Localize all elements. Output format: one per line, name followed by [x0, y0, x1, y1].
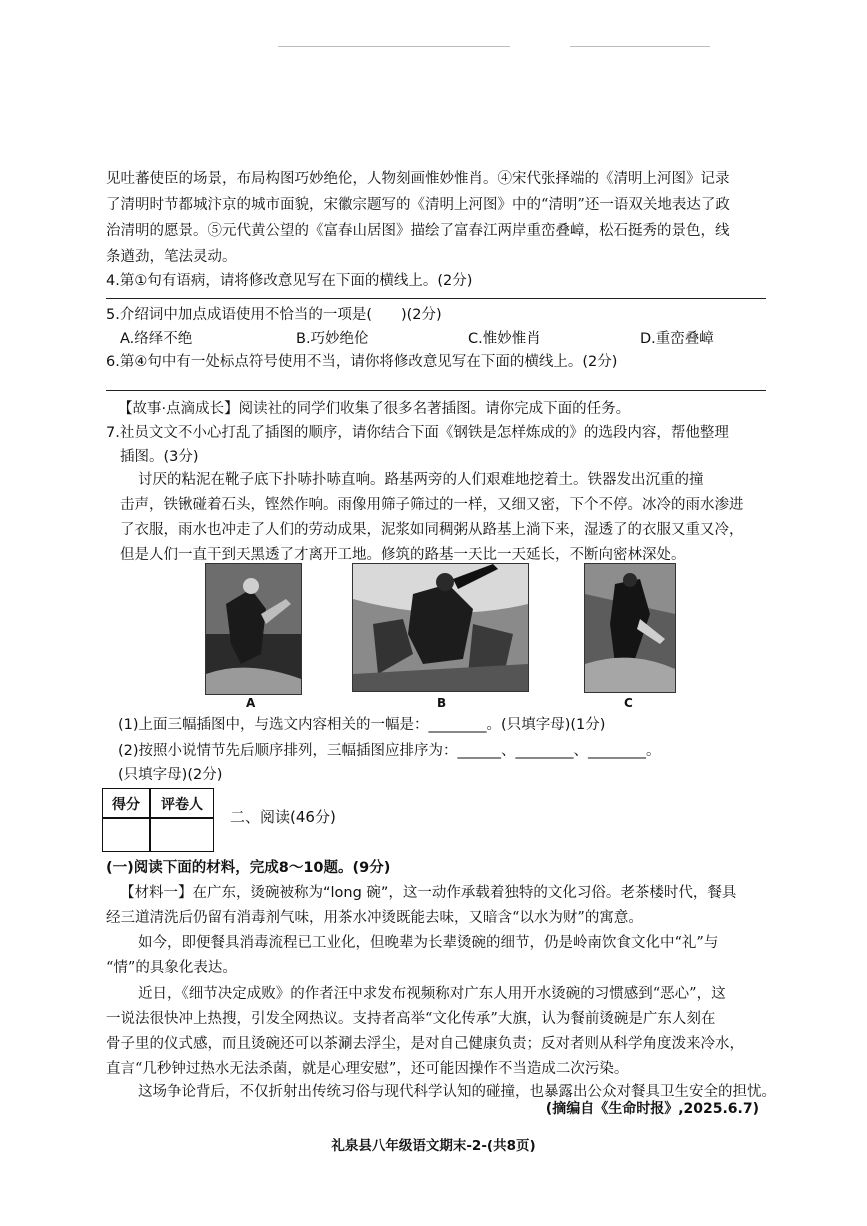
material-line: “情”的具象化表达。 — [106, 960, 237, 976]
material-line: 一说法很快冲上热搜，引发全网热议。支持者高举“文化传承”大旗，认为餐前烫碗是广东人刻在 — [106, 1011, 716, 1027]
material-line: 【材料一】在广东，烫碗被称为“long 碗”，这一动作承载着独特的文化习俗。老茶楼时代，餐具 — [120, 885, 737, 901]
grader-label: 评卷人 — [161, 797, 203, 813]
option-a[interactable]: A.络绎不绝 — [120, 331, 193, 347]
answer-line-q6[interactable] — [106, 390, 766, 391]
material-line: 如今，即便餐具消毒流程已工业化，但晚辈为长辈烫碗的细节，仍是岭南饮食文化中“礼”与 — [138, 935, 719, 951]
material-line: 经三道清洗后仍留有消毒剂气味，用茶水冲烫既能去味，又暗含“以水为财”的寓意。 — [106, 910, 643, 926]
header-rule-left — [278, 46, 510, 47]
material-line: 这场争论背后，不仅折射出传统习俗与现代科学认知的碰撞，也暴露出公众对餐具卫生安全的担忧。 — [138, 1084, 776, 1100]
passage-line: 了清明时节都城汴京的城市面貌，宋徽宗题写的《清明上河图》中的“清明”还一语双关地表达了政 — [106, 197, 730, 213]
option-b[interactable]: B.巧妙绝伦 — [296, 331, 369, 347]
source-citation: (摘编自《生命时报》,2025.6.7) — [545, 1101, 759, 1117]
score-box-divider — [103, 817, 213, 819]
page-footer: 礼泉县八年级语文期末-2-(共8页) — [331, 1138, 536, 1154]
option-c[interactable]: C.惟妙惟肖 — [468, 331, 541, 347]
score-label: 得分 — [112, 797, 140, 813]
question-5: 5.介绍词中加点成语使用不恰当的一项是( )(2分) — [106, 307, 442, 323]
question-7-cont: 插图。(3分) — [120, 449, 199, 465]
passage-line: 治清明的愿景。⑤元代黄公望的《富春山居图》描绘了富春江两岸重峦叠嶂，松石挺秀的景色，线 — [106, 223, 730, 239]
material-line: 近日，《细节决定成败》的作者汪中求发布视频称对广东人用开水烫碗的习惯感到“恶心”，这 — [138, 986, 726, 1002]
question-7: 7.社员文文不小心打乱了插图的顺序，请你结合下面《钢铁是怎样炼成的》的选段内容，帮他整理 — [106, 425, 729, 441]
question-6: 6.第④句中有一处标点符号使用不当，请你将修改意见写在下面的横线上。(2分) — [106, 354, 618, 370]
illustration-b — [352, 563, 529, 692]
material-line: 骨子里的仪式感，而且烫碗还可以茶涮去浮尘，是对自己健康负责；反对者则从科学角度泼来冷水， — [106, 1036, 744, 1052]
illustration-a — [205, 563, 302, 695]
header-rule-right — [570, 46, 710, 47]
option-d[interactable]: D.重峦叠嶂 — [640, 331, 714, 347]
material-line: 直言“几秒钟过热水无法杀菌，就是心理安慰”，还可能因操作不当造成二次污染。 — [106, 1061, 629, 1077]
answer-line-q4[interactable] — [106, 298, 766, 299]
figure-label-b: B — [437, 696, 447, 710]
section-heading: 二、阅读(46分) — [230, 808, 336, 826]
excerpt-line: 击声，铁锹碰着石头，铿然作响。雨像用筛子筛过的一样，又细又密，下个不停。冰冷的雨水渗进 — [120, 497, 744, 513]
question-4: 4.第①句有语病，请将修改意见写在下面的横线上。(2分) — [106, 273, 473, 289]
passage-line: 条遒劲，笔法灵动。 — [106, 249, 237, 265]
passage-line: 见吐蕃使臣的场景，布局构图巧妙绝伦，人物刻画惟妙惟肖。④宋代张择端的《清明上河图》记录 — [106, 171, 730, 187]
excerpt-line: 但是人们一直干到天黑透了才离开工地。修筑的路基一天比一天延长，不断向密林深处。 — [120, 547, 686, 563]
score-box — [102, 788, 214, 852]
figure-label-a: A — [246, 696, 256, 710]
question-7-sub1[interactable]: (1)上面三幅插图中，与选文内容相关的一幅是：________。(只填字母)(1分) — [118, 717, 606, 733]
figure-label-c: C — [624, 696, 633, 710]
excerpt-line: 了衣服，雨水也冲走了人们的劳动成果，泥浆如同稠粥从路基上淌下来，湿透了的衣服又重又冷， — [120, 522, 744, 538]
illustration-c — [584, 563, 676, 693]
excerpt-line: 讨厌的粘泥在靴子底下扑哧扑哧直响。路基两旁的人们艰难地挖着土。铁器发出沉重的撞 — [138, 472, 704, 488]
task-intro: 【故事·点滴成长】阅读社的同学们收集了很多名著插图。请你完成下面的任务。 — [118, 401, 631, 417]
question-7-sub2[interactable]: (2)按照小说情节先后顺序排列，三幅插图应排序为：______、________、________。 — [118, 743, 661, 759]
question-7-sub2-note: (只填字母)(2分) — [118, 767, 223, 783]
part-heading: (一)阅读下面的材料，完成8～10题。(9分) — [106, 860, 391, 876]
